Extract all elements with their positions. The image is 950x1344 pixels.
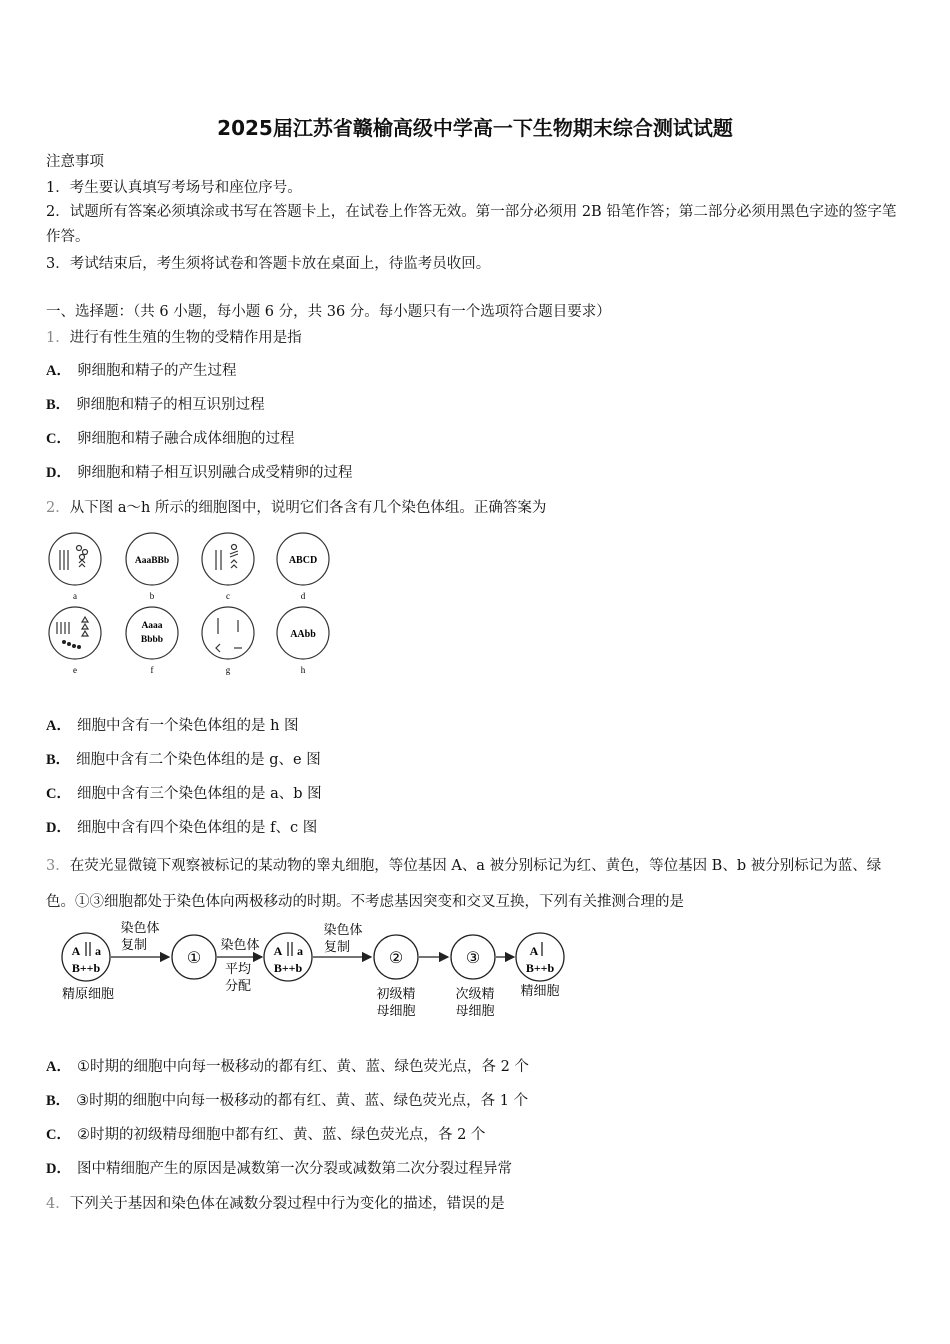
allele-b-2: B++b [273, 961, 303, 975]
option-letter: B． [46, 752, 71, 768]
option-letter: A． [46, 363, 71, 379]
question-number: 1． [46, 330, 70, 346]
option-text: 细胞中含有二个染色体组的是 g、e 图 [76, 752, 321, 768]
cell-d-genotype: ABCD [288, 555, 318, 566]
option-letter: B． [46, 1093, 71, 1109]
cell-g-chromosomes [216, 618, 242, 652]
option-letter: A． [46, 1059, 71, 1075]
option-text: 卵细胞和精子的产生过程 [76, 363, 237, 379]
q3-option-b[interactable] [46, 1089, 528, 1110]
cell-label-g: g [225, 665, 231, 675]
question-number: 3． [46, 858, 70, 874]
circle-2-label: ② [388, 950, 404, 967]
label-secondary-1: 次级精 [455, 986, 495, 1001]
cell-label-d: d [300, 591, 306, 601]
cell-label-c: c [226, 591, 230, 601]
q3-option-a[interactable] [46, 1055, 529, 1076]
q3-option-d[interactable] [46, 1157, 512, 1178]
cell-diagram-figure [44, 528, 344, 678]
option-text: 细胞中含有四个染色体组的是 f、c 图 [76, 820, 318, 836]
section-heading: 一、选择题：（共 6 小题，每小题 6 分，共 36 分。每小题只有一个选项符合题目要求） [46, 304, 611, 320]
question-stem: 从下图 a～h 所示的细胞图中，说明它们各含有几个染色体组。正确答案为 [69, 500, 547, 516]
cell-f-genotype-1: Aaaa [141, 621, 163, 631]
allele-A-2: A [273, 944, 283, 958]
page-title: 2025届江苏省赣榆高级中学高一下生物期末综合测试试题 [217, 116, 733, 140]
allele-A-3: A [529, 944, 539, 958]
option-text: 图中精细胞产生的原因是减数第一次分裂或减数第二次分裂过程异常 [76, 1161, 512, 1177]
cell-f-genotype-2: Bbbb [140, 635, 164, 645]
arrow-2-label-1: 染色体 [220, 937, 260, 952]
cell-a [49, 533, 101, 585]
arrow-3-label-2: 复制 [323, 939, 351, 954]
question-stem: 下列关于基因和染色体在减数分裂过程中行为变化的描述，错误的是 [69, 1196, 505, 1212]
spermatogenesis-flow-figure [56, 920, 576, 1030]
q1-option-b[interactable] [46, 393, 265, 414]
option-letter: D． [46, 465, 71, 481]
q2-option-c[interactable] [46, 782, 322, 803]
notice-item-2: 2．试题所有答案必须填涂或书写在答题卡上，在试卷上作答无效。第一部分必须用 2B 铅笔作答；第二部分必须用黑色字迹的签字笔作答。 [46, 204, 897, 245]
question-4 [46, 1192, 505, 1213]
cell-h-genotype: AAbb [290, 629, 316, 640]
option-text: 细胞中含有三个染色体组的是 a、b 图 [76, 786, 322, 802]
option-text: 卵细胞和精子融合成体细胞的过程 [76, 431, 295, 447]
circle-1-label: ① [186, 950, 202, 967]
cell-c [202, 533, 254, 585]
cell-g [202, 607, 254, 659]
q1-option-a[interactable] [46, 359, 236, 380]
question-number: 4． [46, 1196, 70, 1212]
cell-label-h: h [300, 665, 306, 675]
arrow-2-label-3: 分配 [224, 978, 252, 993]
cell-e-chromosomes [57, 617, 88, 636]
arrow-1-label-1: 染色体 [120, 920, 160, 935]
label-spermatogonium: 精原细胞 [61, 986, 115, 1001]
cell-label-a: a [73, 591, 77, 601]
question-3 [46, 848, 908, 920]
option-letter: C． [46, 431, 71, 447]
option-text: 卵细胞和精子的相互识别过程 [76, 397, 265, 413]
allele-b-1: B++b [71, 961, 101, 975]
option-letter: C． [46, 786, 71, 802]
q3-option-c[interactable] [46, 1123, 485, 1144]
label-primary-2: 母细胞 [376, 1003, 416, 1018]
arrow-2-label-2: 平均 [224, 961, 252, 976]
option-letter: D． [46, 820, 71, 836]
arrow-1-label-2: 复制 [120, 937, 148, 952]
cell-f [126, 607, 178, 659]
label-sperm: 精细胞 [520, 983, 560, 998]
option-letter: C． [46, 1127, 71, 1143]
option-letter: B． [46, 397, 71, 413]
label-secondary-2: 母细胞 [455, 1003, 495, 1018]
q2-option-d[interactable] [46, 816, 317, 837]
notice-item-3: 3．考试结束后，考生须将试卷和答题卡放在桌面上，待监考员收回。 [46, 256, 491, 272]
cell-label-e: e [73, 665, 77, 675]
question-1 [46, 326, 302, 347]
cell-a-chromosomes [60, 546, 88, 571]
cell-e-dots [62, 640, 81, 649]
cell-label-b: b [149, 591, 155, 601]
cell-b-genotype: AaaBBb [134, 556, 170, 566]
label-primary-1: 初级精 [376, 986, 416, 1001]
option-letter: A． [46, 718, 71, 734]
notice-item-1: 1．考生要认真填写考场号和座位序号。 [46, 180, 302, 196]
q1-option-c[interactable] [46, 427, 294, 448]
option-text: 细胞中含有一个染色体组的是 h 图 [76, 718, 299, 734]
q1-option-d[interactable] [46, 461, 352, 482]
allele-a-1: a [95, 944, 101, 958]
q2-option-a[interactable] [46, 714, 299, 735]
option-text: ②时期的初级精母细胞中都有红、黄、蓝、绿色荧光点，各 2 个 [76, 1127, 486, 1143]
question-2 [46, 496, 546, 517]
option-text: 卵细胞和精子相互识别融合成受精卵的过程 [76, 465, 353, 481]
allele-b-3: B++b [525, 961, 555, 975]
notice-heading: 注意事项 [46, 154, 104, 170]
option-letter: D． [46, 1161, 71, 1177]
cell-c-chromosomes [216, 545, 238, 571]
cell-label-f: f [150, 665, 154, 675]
question-stem: 在荧光显微镜下观察被标记的某动物的睾丸细胞，等位基因 A、a 被分别标记为红、黄色，等位基因 B、b 被分别标记为蓝、绿色。①③细胞都处于染色体向两极移动的时期。不考虑基因突变和交叉互换，下列有关推测合理的是 [46, 858, 882, 910]
allele-A-1: A [71, 944, 81, 958]
q2-option-b[interactable] [46, 748, 321, 769]
option-text: ①时期的细胞中向每一极移动的都有红、黄、蓝、绿色荧光点，各 2 个 [76, 1059, 529, 1075]
option-text: ③时期的细胞中向每一极移动的都有红、黄、蓝、绿色荧光点，各 1 个 [76, 1093, 529, 1109]
allele-a-2: a [297, 944, 303, 958]
circle-3-label: ③ [465, 950, 481, 967]
question-number: 2． [46, 500, 70, 516]
question-stem: 进行有性生殖的生物的受精作用是指 [69, 330, 302, 346]
arrow-3-label-1: 染色体 [323, 922, 363, 937]
